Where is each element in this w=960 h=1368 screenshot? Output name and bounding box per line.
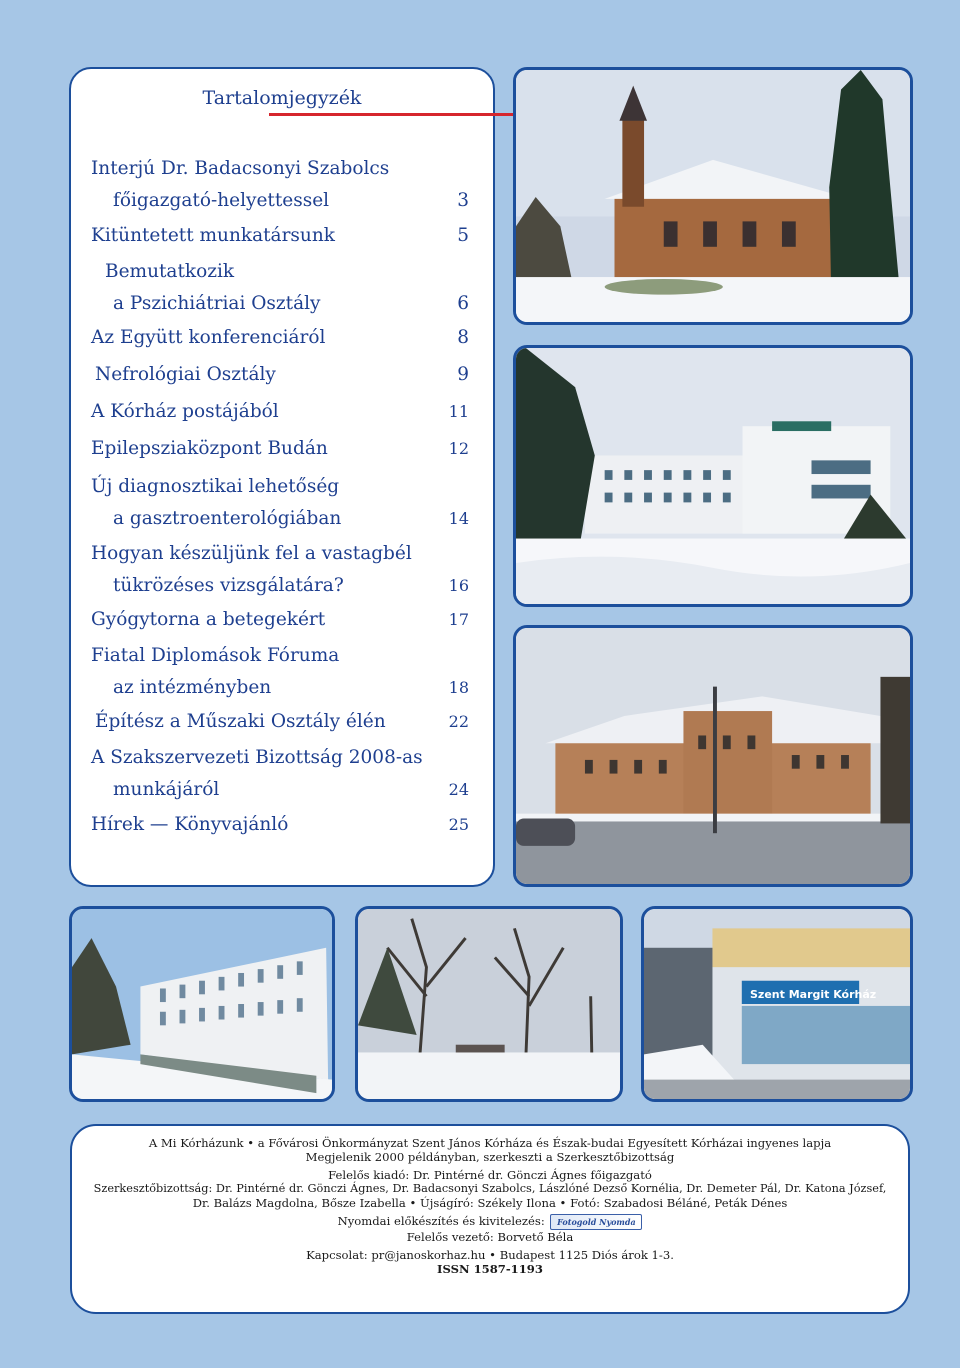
toc-entry[interactable] [91, 153, 469, 217]
photo-illustration [516, 70, 910, 322]
hospital-entrance-photo [641, 906, 913, 1102]
toc-page-number: 25 [448, 815, 469, 834]
toc-entry[interactable] [91, 220, 469, 252]
toc-entry-line: a gasztroenterológiában [113, 508, 342, 529]
toc-page-number: 3 [457, 190, 469, 211]
toc-page-number: 16 [448, 576, 469, 595]
toc-entry-line: Hogyan készüljünk fel a vastagbél [91, 543, 412, 564]
toc-entry-line: tükrözéses vizsgálatára? [113, 575, 344, 596]
toc-entry-line: A Kórház postájából [91, 401, 279, 422]
snowy-church-building-photo [513, 67, 913, 325]
toc-entry-line: Az Együtt konferenciáról [91, 327, 326, 348]
imprint-line: Megjelenik 2000 példányban, szerkeszti a Szerkesztőbizottság [305, 1150, 675, 1164]
hospital-sign-text: Szent Margit Kórház [750, 988, 877, 1001]
toc-entry[interactable] [91, 256, 469, 320]
imprint-line: Szerkesztőbizottság: Dr. Pintérné dr. Gönczi Ágnes, Dr. Badacsonyi Szabolcs, Lászlóné Dezső Kornélia, Dr. Demeter Pál, Dr. Katona József, [93, 1182, 887, 1195]
photo-illustration [72, 909, 332, 1099]
imprint-line: Nyomdai előkészítés és kivitelezés: [337, 1214, 545, 1228]
toc-entry-line: Új diagnosztikai lehetőség [91, 476, 340, 497]
toc-entry[interactable] [91, 433, 469, 465]
imprint-line: A Mi Kórházunk • a Fővárosi Önkormányzat Szent János Kórháza és Észak-budai Egyesített Kórházai ingyenes lapja [148, 1136, 832, 1150]
toc-entry[interactable] [91, 538, 469, 602]
toc-page-number: 22 [448, 712, 469, 731]
photo-illustration [516, 348, 910, 604]
toc-entry-line: Hírek — Könyvajánló [91, 814, 289, 835]
snowy-park-photo [355, 906, 623, 1102]
toc-page-number: 12 [448, 439, 469, 458]
toc-entry[interactable] [91, 742, 469, 806]
photo-illustration [358, 909, 620, 1099]
toc-entry-line: Építész a Műszaki Osztály élén [95, 711, 386, 732]
toc-page-number: 18 [448, 678, 469, 697]
toc-entry[interactable] [91, 359, 469, 391]
toc-entry-line: főigazgató-helyettessel [113, 190, 330, 211]
toc-page-number: 17 [448, 610, 469, 629]
toc-page-number: 11 [448, 402, 469, 421]
toc-entry-line: Fiatal Diplomások Fóruma [91, 645, 340, 666]
printer-logo: Fotogold Nyomda [550, 1214, 642, 1230]
toc-entry-line: a Pszichiátriai Osztály [113, 293, 321, 314]
brick-hospital-street-photo [513, 625, 913, 887]
toc-entry-line: munkájáról [113, 779, 220, 800]
toc-page-number: 14 [448, 509, 469, 528]
imprint-line: Dr. Balázs Magdolna, Bősze Izabella • Újságíró: Székely Ilona • Fotó: Szabadosi Béláné, Peták Dénes [192, 1196, 788, 1210]
photo-illustration [516, 628, 910, 884]
toc-entry-line: Bemutatkozik [105, 261, 235, 282]
toc-entry-line: Nefrológiai Osztály [95, 364, 276, 385]
table-of-contents-panel [69, 67, 495, 887]
white-building-photo [69, 906, 335, 1102]
toc-entry-line: Gyógytorna a betegekért [91, 609, 326, 630]
toc-entry[interactable] [91, 471, 469, 535]
imprint-panel [70, 1124, 910, 1314]
imprint-line: Felelős kiadó: Dr. Pintérné dr. Gönczi Ágnes főigazgató [328, 1168, 652, 1182]
toc-entry-line: Epilepsziaközpont Budán [91, 438, 328, 459]
toc-entry[interactable] [91, 809, 469, 841]
toc-page-number: 8 [457, 327, 469, 348]
imprint-line: Felelős vezető: Borvető Béla [406, 1230, 574, 1244]
toc-entry[interactable] [91, 640, 469, 704]
toc-page-number: 9 [457, 364, 469, 385]
toc-title: Tartalomjegyzék [202, 87, 362, 109]
toc-entry[interactable] [91, 322, 469, 354]
issn-line: ISSN 1587-1193 [437, 1262, 543, 1276]
contact-line: Kapcsolat: pr@janoskorhaz.hu • Budapest 1125 Diós árok 1-3. [306, 1248, 674, 1262]
toc-page-number: 5 [457, 225, 469, 246]
toc-page-number: 6 [457, 293, 469, 314]
toc-page-number: 24 [448, 780, 469, 799]
toc-entry-line: Kitüntetett munkatársunk [91, 225, 335, 246]
toc-entry[interactable] [91, 706, 469, 738]
toc-entry[interactable] [91, 604, 469, 636]
toc-entry-line: Interjú Dr. Badacsonyi Szabolcs [91, 158, 390, 179]
toc-entry[interactable] [91, 396, 469, 428]
toc-entry-line: A Szakszervezeti Bizottság 2008-as [91, 747, 423, 768]
snowy-hospital-wing-photo [513, 345, 913, 607]
toc-title-underline [269, 113, 513, 116]
toc-entry-line: az intézményben [113, 677, 272, 698]
